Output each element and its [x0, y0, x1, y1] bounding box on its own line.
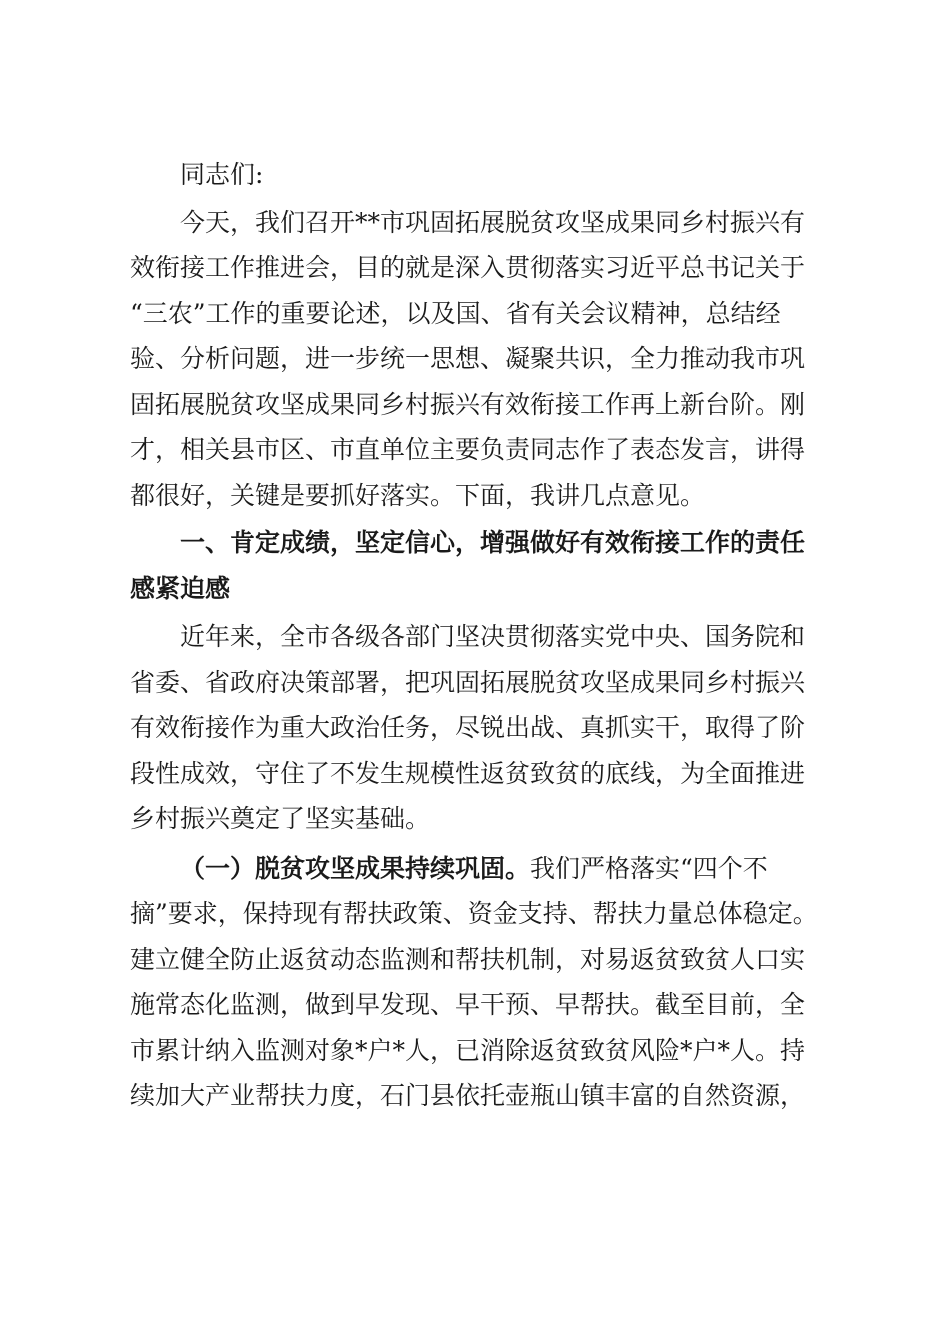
- paragraph-line: 今天，我们召开**市巩固拓展脱贫攻坚成果同乡村振兴有: [180, 207, 806, 237]
- document-page: [130, 152, 830, 1119]
- paragraph-line: 才，相关县市区、市直单位主要负责同志作了表态发言，讲得: [130, 435, 806, 464]
- paragraph-line: 摘”要求，保持现有帮扶政策、资金支持、帮扶力量总体稳定。: [130, 899, 818, 928]
- paragraph-line: 段性成效，守住了不发生规模性返贫致贫的底线，为全面推进: [130, 758, 806, 788]
- paragraph-line: [130, 846, 830, 892]
- heading-line: 一、肯定成绩，坚定信心，增强做好有效衔接工作的责任: [180, 528, 806, 557]
- paragraph-line: 都很好，关键是要抓好落实。下面，我讲几点意见。: [130, 480, 706, 510]
- paragraph-subsection-1: [130, 846, 830, 1119]
- paragraph-line: 市累计纳入监测对象*户*人，已消除返贫致贫风险*户*人。持: [130, 1035, 806, 1065]
- paragraph-line: 效衔接工作推进会，目的就是深入贯彻落实习近平总书记关于: [130, 253, 806, 282]
- paragraph-line: 续加大产业帮扶力度，石门县依托壶瓶山镇丰富的自然资源，: [130, 1081, 806, 1110]
- paragraph-intro: [130, 200, 830, 519]
- subsection-lead: （一）脱贫攻坚成果持续巩固。: [180, 853, 531, 883]
- paragraph-line: 省委、省政府决策部署，把巩固拓展脱贫攻坚成果同乡村振兴: [130, 667, 806, 697]
- paragraph-line: 近年来，全市各级各部门坚决贯彻落实党中央、国务院和: [180, 622, 806, 651]
- paragraph-line: 有效衔接作为重大政治任务，尽锐出战、真抓实干，取得了阶: [130, 713, 806, 742]
- paragraph-line: 固拓展脱贫攻坚成果同乡村振兴有效衔接工作再上新台阶。刚: [130, 389, 806, 419]
- subsection-lead-rest: 我们严格落实“四个不: [530, 853, 768, 883]
- paragraph-line: “三农”工作的重要论述，以及国、省有关会议精神，总结经: [130, 298, 781, 328]
- paragraph-achievements: [130, 614, 830, 842]
- paragraph-line: 验、分析问题，进一步统一思想、凝聚共识，全力推动我市巩: [130, 344, 806, 373]
- paragraph-line: 建立健全防止返贫动态监测和帮扶机制，对易返贫致贫人口实: [130, 944, 806, 974]
- section-heading-1: [130, 520, 830, 611]
- paragraph-line: 乡村振兴奠定了坚实基础。: [130, 804, 431, 833]
- salutation: 同志们:: [180, 160, 264, 189]
- paragraph-line: 施常态化监测，做到早发现、早干预、早帮扶。截至目前，全: [130, 990, 806, 1019]
- heading-line: 感紧迫感: [130, 573, 231, 603]
